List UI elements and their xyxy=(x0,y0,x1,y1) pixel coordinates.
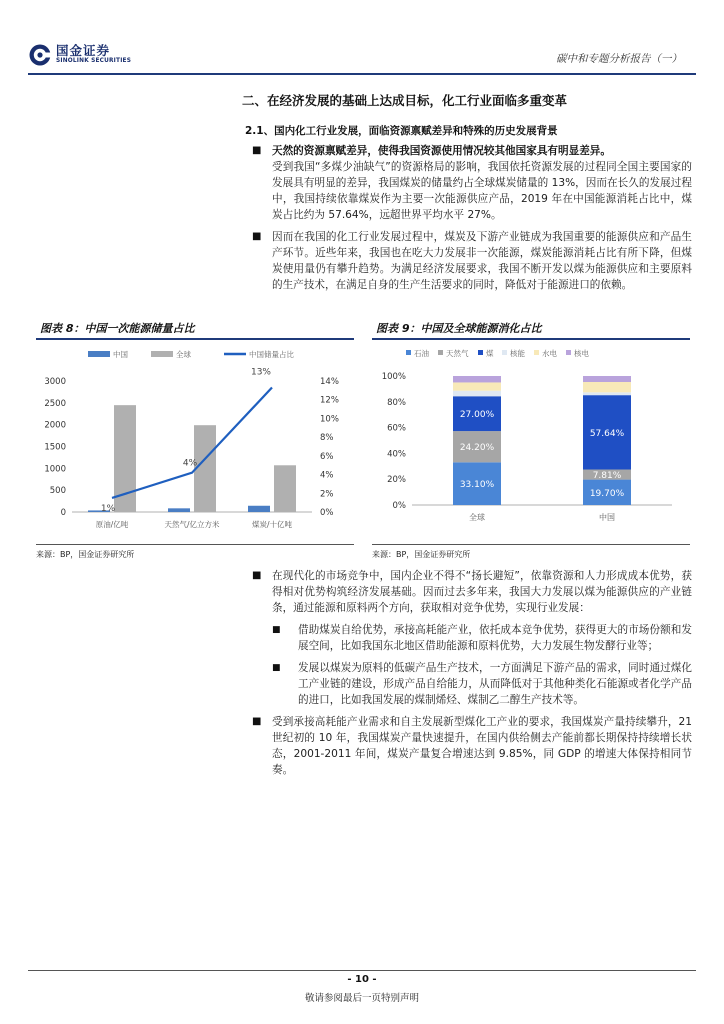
y-tick-label: 40% xyxy=(387,449,406,460)
paragraph-coal-chain xyxy=(252,229,692,293)
y2-tick-label: 12% xyxy=(320,395,339,406)
data-label-石油-全球: 33.10% xyxy=(459,480,495,491)
legend-swatch-4 xyxy=(534,350,539,355)
figure9-title-rule xyxy=(372,338,690,340)
data-label-share-0: 1% xyxy=(100,503,116,514)
legend-label-2: 中国储量占比 xyxy=(249,350,294,359)
bar-全球-2 xyxy=(274,465,296,512)
figure8-title-rule xyxy=(36,338,354,340)
legend-label-0: 中国 xyxy=(113,350,128,359)
y-tick-label: 60% xyxy=(387,423,406,434)
y2-tick-label: 2% xyxy=(320,489,334,500)
x-tick-label: 原油/亿吨 xyxy=(95,520,129,529)
paragraph-coal-output: ■ 受到承接高耗能产业需求和自主发展新型煤化工产业的要求，我国煤炭产量持续攀升，21 世纪初的 10 年，我国煤炭产量快速提升，在国内供给侧去产能前都长期保持持续增长状态，2001-2011 年间，煤炭产量复合增速达到 9.85%，同 GDP 的增速大体保持相同节奏。 xyxy=(252,714,692,778)
legend-swatch-5 xyxy=(566,350,571,355)
figure9-source-rule xyxy=(372,544,690,545)
y-tick-label: 2000 xyxy=(44,420,66,431)
legend-swatch-2 xyxy=(478,350,483,355)
data-label-share-1: 4% xyxy=(182,458,198,469)
legend-swatch-0 xyxy=(88,351,110,357)
x-tick-label: 中国 xyxy=(599,513,615,522)
footer-divider xyxy=(28,970,696,971)
y2-tick-label: 8% xyxy=(320,433,334,444)
figure9-title: 图表 9：中国及全球能源消化占比 xyxy=(376,322,542,335)
data-label-煤-全球: 27.00% xyxy=(459,410,495,421)
report-title: 碳中和专题分析报告（一） xyxy=(556,53,682,65)
y2-tick-label: 14% xyxy=(320,377,339,387)
bar-中国-1 xyxy=(168,508,190,512)
footer-disclaimer: 敬请参阅最后一页特别声明 xyxy=(304,993,419,1004)
figure9-source: 来源：BP，国金证券研究所 xyxy=(372,550,471,559)
paragraph-lead: 天然的资源禀赋差异，使得我国资源使用情况较其他国家具有明显差异。 xyxy=(272,145,611,157)
bar-水电-全球 xyxy=(453,382,501,390)
chart-energy-reserves xyxy=(36,341,354,541)
bar-核能-全球 xyxy=(453,391,501,397)
section-heading: 二、在经济发展的基础上达成目标，化工行业面临多重变革 xyxy=(242,93,568,108)
paragraph-market-competition: ■ 在现代化的市场竞争中，国内企业不得不“扬长避短”，依靠资源和人力形成成本优势，获得相对优势构筑经济发展基础。因而过去多年来，我国大力发展以煤为能源供应的产业链条，通过能源和原料两个方向，获取相对竞争优势，实现行业发展： xyxy=(252,568,692,616)
y-tick-label: 20% xyxy=(387,475,406,486)
sub-paragraph-energy-advantage: ■ 借助煤炭自给优势，承接高耗能产业，依托成本竞争优势，获得更大的市场份额和发展空间，比如我国东北地区借助能源和原料优势，大力发展生物发酵行业等； xyxy=(252,622,692,654)
legend-label-3: 核能 xyxy=(510,349,525,358)
legend-label-5: 核电 xyxy=(574,349,589,358)
bar-核电-全球 xyxy=(453,376,501,382)
paragraph-body: 因而在我国的化工行业发展过程中，煤炭及下游产业链成为我国重要的能源供应和产品生产环节。近些年来，我国也在吃大力发展非一次能源，煤炭能源消耗占比有所下降，但煤炭使用量仍有攀升趋势。为满足经济发展要求，我国不断开发以煤为能源供应和主要原料的生产技术，在满足自身的生产生活要求的同时，降低对于能源进口的依赖。 xyxy=(272,231,692,291)
x-tick-label: 天然气/亿立方米 xyxy=(164,520,220,529)
section-subheading: 2.1、国内化工行业发展，面临资源禀赋差异和特殊的历史发展背景 xyxy=(245,125,558,137)
y-tick-label: 1000 xyxy=(44,464,66,475)
bottom-paragraphs xyxy=(252,568,692,784)
paragraph-resource-endowment xyxy=(252,143,692,223)
x-tick-label: 全球 xyxy=(469,513,485,522)
data-label-石油-中国: 19.70% xyxy=(589,488,625,499)
y-tick-label: 1500 xyxy=(44,442,66,453)
legend-label-1: 全球 xyxy=(176,350,191,359)
y2-tick-label: 4% xyxy=(320,470,334,481)
legend-swatch-3 xyxy=(502,350,507,355)
figure8-source: 来源：BP，国金证券研究所 xyxy=(36,550,135,559)
bar-核能-中国 xyxy=(583,392,631,395)
data-label-煤-中国: 57.64% xyxy=(589,428,625,439)
y-tick-label: 2500 xyxy=(44,398,66,409)
legend-swatch-0 xyxy=(406,350,411,355)
y-tick-label: 3000 xyxy=(44,377,66,387)
y2-tick-label: 10% xyxy=(320,414,339,425)
y-tick-label: 100% xyxy=(381,372,406,382)
page-header xyxy=(28,38,696,74)
logo-english-name: SINOLINK SECURITIES xyxy=(56,58,132,65)
paragraph-body: 受到我国“多煤少油缺气”的资源格局的影响，我国依托资源发展的过程同全国主要国家的发展具有明显的差异，我国煤炭的储量约占全球煤炭储量的 13%，因而在长久的发展过程中，我国持续依靠煤炭作为主要一次能源供应产品，2019 年在中国能源消耗占比中，煤炭占比约为 57.64%，远超世界平均水平 27%。 xyxy=(272,161,692,221)
legend-swatch-1 xyxy=(438,350,443,355)
data-label-share-2: 13% xyxy=(250,367,272,378)
y-tick-label: 500 xyxy=(49,486,66,497)
y2-tick-label: 0% xyxy=(320,508,334,518)
data-label-天然气-全球: 24.20% xyxy=(459,443,495,454)
company-logo xyxy=(28,40,131,70)
bar-水电-中国 xyxy=(583,382,631,392)
legend-label-2: 煤 xyxy=(486,349,494,358)
bar-核电-中国 xyxy=(583,376,631,382)
data-label-天然气-中国: 7.81% xyxy=(592,471,622,482)
logo-chinese-name: 国金证券 xyxy=(56,42,111,58)
figure8-source-rule xyxy=(36,544,354,545)
y-tick-label: 0 xyxy=(60,508,66,518)
chart-energy-consumption xyxy=(372,341,690,541)
figure8-title: 图表 8：中国一次能源储量占比 xyxy=(40,322,195,335)
legend-label-4: 水电 xyxy=(542,349,557,358)
page-number: - 10 - xyxy=(347,974,377,985)
legend-label-1: 天然气 xyxy=(446,349,469,358)
y2-tick-label: 6% xyxy=(320,451,334,462)
legend-label-0: 石油 xyxy=(414,349,429,358)
legend-swatch-1 xyxy=(151,351,173,357)
sub-paragraph-coal-chemical: ■ 发展以煤炭为原料的低碳产品生产技术，一方面满足下游产品的需求，同时通过煤化工产业链的建设，形成产品自给能力，从而降低对于其他种类化石能源或者化学产品的进口，比如我国发展的煤制烯烃、煤制乙二醇生产技术等。 xyxy=(252,660,692,708)
header-divider xyxy=(28,73,696,75)
y-tick-label: 0% xyxy=(392,501,406,511)
logo-mark-icon xyxy=(28,43,52,67)
bar-中国-2 xyxy=(248,506,270,512)
top-paragraphs xyxy=(252,143,692,299)
x-tick-label: 煤炭/十亿吨 xyxy=(251,520,293,529)
y-tick-label: 80% xyxy=(387,397,406,408)
